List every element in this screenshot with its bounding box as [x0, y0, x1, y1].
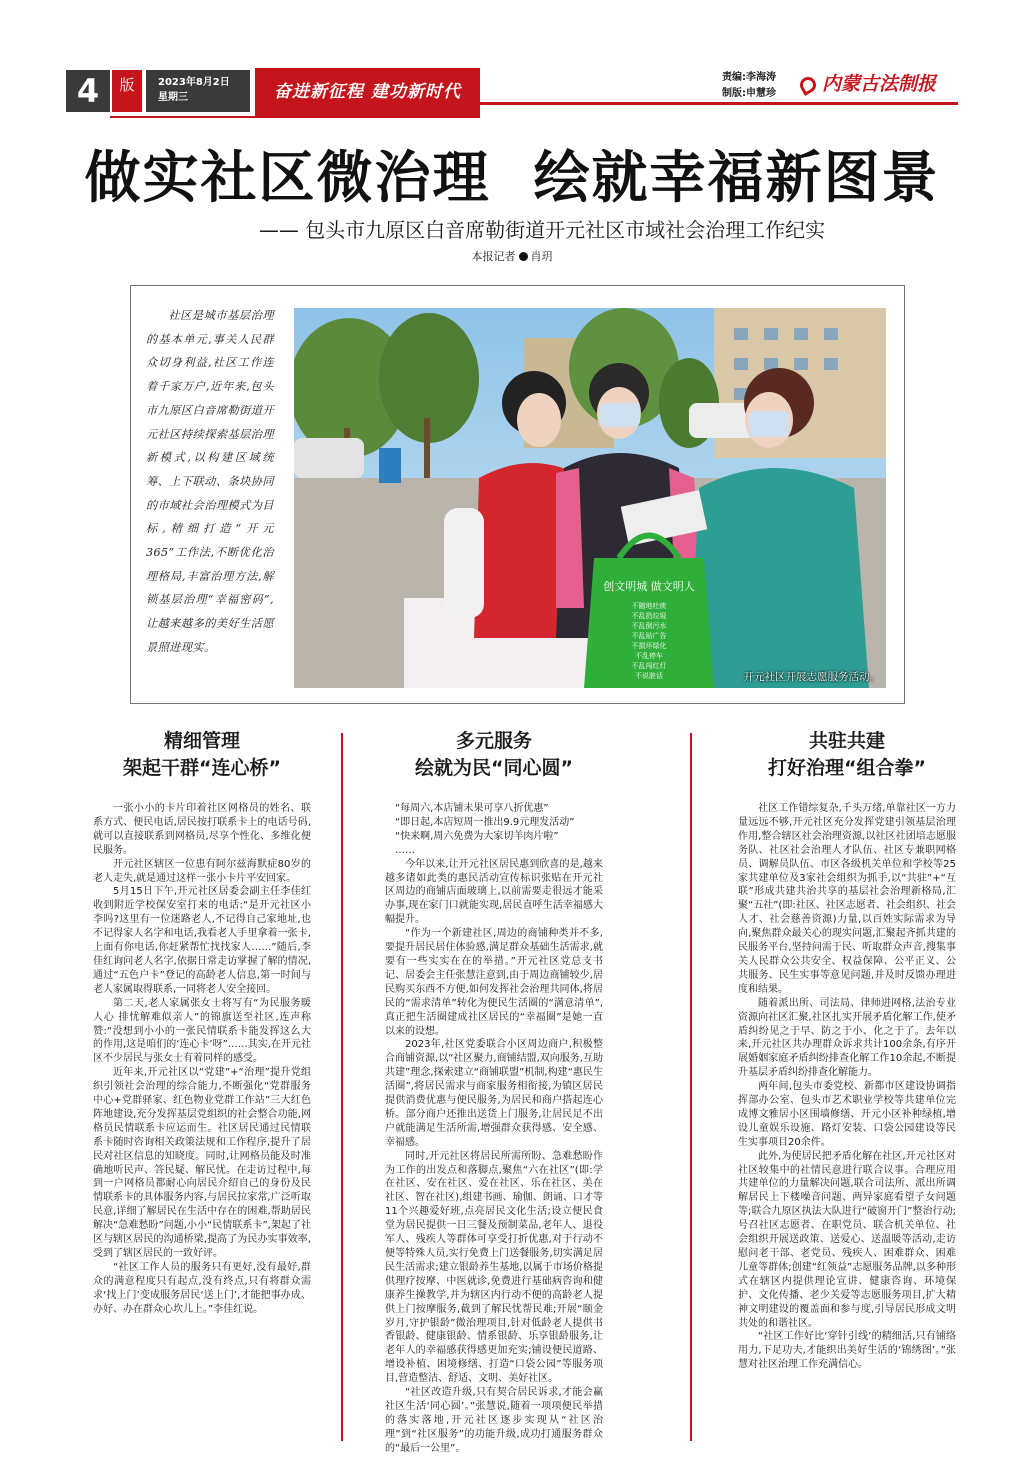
section-body — [385, 802, 603, 1456]
byline-prefix: 本报记者 — [471, 250, 516, 263]
section-title — [385, 728, 603, 782]
bag-slogan: 创文明城 做文明人 — [603, 580, 695, 593]
section-title-line1: 精细管理 — [163, 730, 240, 752]
quote-line: “快来啊,周六免费为大家切羊肉片啦” — [395, 830, 559, 842]
body-paragraph: 随着派出所、司法局、律师进网格,法治专业资源向社区汇聚,社区扎实开展矛盾化解工作,使矛盾纠纷见之于早、防之于小、化之于了。去年以来,开元社区共办理群众诉求共计100余条,有序开展婚姻家庭矛盾纠纷排查化解工作10余起,不断提升基层矛盾纠纷排查化解能力。 — [738, 997, 956, 1079]
column-divider — [690, 733, 692, 1441]
issue-date: 2023年8月2日 — [158, 77, 230, 88]
newspaper-name: 内蒙古法制报 — [822, 73, 937, 95]
logo-mark-icon — [797, 74, 819, 96]
photo-caption: 开元社区开展志愿服务活动。 — [743, 671, 880, 683]
section-title — [93, 728, 311, 782]
section-body — [93, 802, 311, 1317]
body-paragraph: “社区改造升级,只有契合居民诉求,才能会赢社区生活‘同心圆’。”张慧说,随着一项项便民举措的落实落地,开元社区逐步实现从“社区治理”到“社区服务”的功能升级,成功打通服务群众的“最后一公里”。 — [385, 1387, 603, 1454]
section-body — [738, 802, 956, 1372]
body-paragraph: 近年来,开元社区以“党建”+“治理”提升党组织引领社会治理的综合能力,不断强化“党群服务中心+党群驿家、红色物业党群工作站”三大红色阵地建设,充分发挥基层党组织的社会整合功能,网格员民情联系卡应运而生。社区居民通过民情联系卡随时咨询相关政策法规和工作程序,提升了居民对社区信息的知晓度。同时,让网格员能及时准确地听民声、答民疑、解民忧。在走访过程中,每到一户网格员都耐心向居民介绍自己的身份及民情联系卡的具体服务内容,与居民拉家常,广泛听取民意,详细了解居民在生活中存在的困难,帮助居民解决“急难愁盼”问题,小小“民情联系卡”,架起了社区与辖区居民的沟通桥梁,提高了为民办实事效率,受到了辖区居民的一致好评。 — [93, 1067, 311, 1259]
quote-line: “每周六,本店铺未果可享八折优惠” — [395, 803, 549, 814]
editor-credits — [722, 70, 776, 102]
bag-line: 不说脏话 — [635, 672, 663, 680]
body-paragraph: 两年间,包头市委党校、新都市区建设协调指挥部办公室、包头市艺术职业学校等共建单位完成博文雅居小区围墙修缮、开元小区补种绿植,增设儿童娱乐设施、路灯安装、口袋公园建设等民生实事项目20余件。 — [738, 1081, 956, 1148]
body-paragraph: 5月15日下午,开元社区居委会副主任李佳红收到附近学校保安室打来的电话:“是开元社区小李吗?这里有一位迷路老人,不记得自己家地址,也不记得家人名字和电话,我看老人手里拿着一张卡,上面有你电话,你赶紧帮忙找找家人……”随后,李佳红询问老人名字,依据日常走访掌握了解的情况,通过“五色户卡”登记的高龄老人信息,第一时间与老人家属取得联系,一同将老人安全接回。 — [93, 886, 311, 995]
section-title-line1: 多元服务 — [455, 730, 532, 752]
section-title — [738, 728, 956, 782]
section-column-3 — [738, 728, 956, 1372]
byline-dot-icon — [519, 252, 528, 261]
section-column-1 — [93, 728, 311, 1317]
section-title-line2: 绘就为民“同心圆” — [415, 757, 573, 779]
byline-name: 肖玥 — [530, 250, 553, 263]
section-title-line2: 打好治理“组合拳” — [768, 757, 926, 779]
editor-name: 责编:李海涛 — [722, 72, 776, 83]
page-suffix: 版 — [112, 70, 142, 112]
newspaper-logo — [800, 70, 960, 98]
body-paragraph: “社区工作人员的服务只有更好,没有最好,群众的满意程度只有起点,没有终点,只有将群众需求‘找上门’变成服务居民‘送上门’,才能把事办成、办好、办在群众心坎儿上。”李佳红说。 — [93, 1261, 311, 1315]
body-paragraph: 今年以来,让开元社区居民惠到欣喜的是,越来越多诸如此类的惠民活动宣传标识张贴在开元社区周边的商铺店面玻璃上,以前需要走很远才能采办事,现在家门口就能实现,居民直呼生活幸福感大幅提升。 — [385, 858, 603, 926]
issue-date-block — [146, 70, 250, 112]
news-photo — [294, 308, 886, 688]
header-rule-left — [110, 116, 480, 118]
bag-line: 不损坏绿化 — [631, 642, 667, 650]
section-slogan: 奋进新征程 建功新时代 — [255, 68, 480, 116]
intro-text — [146, 304, 274, 660]
body-paragraph: 开元社区辖区一位患有阿尔兹海默症80岁的老人走失,就是通过这样一张小卡片平安回家。 — [93, 858, 311, 884]
article-headline: 做实社区微治理 绘就幸福新图景 — [84, 145, 940, 211]
bag-line: 不乱贴广告 — [631, 632, 667, 640]
body-paragraph: 同时,开元社区将居民所需所盼、急难愁盼作为工作的出发点和落脚点,聚焦“六在社区”(即:学在社区、安在社区、爱在社区、乐在社区、美在社区、智在社区),组建书画、瑜伽、朗诵、口才等11个兴趣爱好班,点亮居民文化生活;设立便民食堂为居民提供一日三餐及预制菜品,老年人、退役军人、残疾人等群体可享受打折优惠,对于行动不便等特殊人员,实行免费上门送餐服务,切实满足居民生活需求;建立银龄养生基地,以属于市场价格提供理疗按摩、中医就诊,免费进行基础病咨询和健康养生操教学,并为辖区内行动不便的高龄老人提供上门按摩服务,截到了解民忧帮民难;开展“颐金岁月,守护银龄”微治理项目,针对低龄老人提供书香银龄、健康银龄、情系银龄、乐享银龄服务,让老年人的幸福感获得感更加充实;铺设便民道路、增设补植、困境修缮、打造“口袋公园”等服务项目,营造整洁、舒适、文明、美好社区。 — [385, 1150, 603, 1385]
bag-line: 不乱扔垃圾 — [631, 612, 667, 620]
body-paragraph: 社区工作错综复杂,千头万绪,单靠社区一方力量远远不够,开元社区充分发挥党建引领基层治理作用,整合辖区社会治理资源,以社区社团培志愿服务队、社区社会治理人才队伍、社区专兼职网格员、调解员队伍、市区各级机关单位和学校等25家共建单位及3家社会组织为抓手,以“共驻”+“互联”形成共建共治共享的基层社会治理新格局,汇聚“五社”(即:社区、社区志愿者、社会组织、社会人才、社会慈善资源)力量,以百姓实际需求为导向,聚焦群众最关心的现实问题,汇聚起齐抓共建的民服务平台,坚持问需于民、听取群众声音,搜集事关人民群众公共安全、权益保障、公平正义、公共服务、民生实事等意见问题,并及时反馈办理进度和结果。 — [738, 803, 956, 995]
page-number: 4 — [66, 70, 110, 112]
bag-line: 不乱闯红灯 — [631, 662, 667, 670]
bag-line: 不乱停车 — [635, 652, 663, 660]
issue-weekday: 星期三 — [158, 92, 188, 103]
body-paragraph: 2023年,社区党委联合小区周边商户,积极整合商铺资源,以“社区聚力,商铺结盟,双向服务,互助共建”理念,探索建立“商铺联盟”机制,构建“惠民生活圈”,将居民需求与商家服务相衔接,为镇区居民提供消费优惠与便民服务,为居民和商户搭起连心桥。部分商户还推出送货上门服务,让居民足不出户就能满足生活所需,增强群众获得感、安全感、幸福感。 — [385, 1039, 603, 1148]
body-paragraph: “作为一个新建社区,周边的商铺种类并不多,要提升居民居住体验感,满足群众基础生活需求,就要有一些实实在在的举措。”开元社区党总支书记、居委会主任张慧注意到,由于周边商铺较少,居民购买东西不方便,如何发挥社会治理共同体,将居民的“需求清单”转化为便民生活圈的“满意清单”,真正把生活圈建成社区居民的“幸福圈”是她一直以来的设想。 — [385, 928, 603, 1037]
body-paragraph: “社区工作好比‘穿针引线’的精细活,只有铺络用力,下足功夫,才能织出美好生活的‘锦绣图’。”张慧对社区治理工作充满信心。 — [738, 1331, 956, 1371]
article-subheadline: —— 包头市九原区白音席勒街道开元社区市域社会治理工作纪实 — [258, 218, 826, 242]
bag-line: 不乱倒污水 — [631, 622, 667, 630]
photo-illustration — [294, 308, 886, 688]
body-paragraph: 第二天,老人家属张女士将写有“为民服务暖人心 排忧解难似亲人”的锦旗送至社区,连声称赞:“没想到小小的一张民情联系卡能发挥这么大的作用,这是咱们的‘连心卡’呀”……其实,在开元社区不少居民与张女士有着同样的感受。 — [93, 997, 311, 1065]
bag-line: 不随地吐痰 — [631, 602, 667, 610]
section-column-2 — [385, 728, 603, 1456]
section-title-line2: 架起干群“连心桥” — [123, 757, 281, 779]
byline — [0, 248, 1024, 266]
quote-line: “即日起,本店短周一推出9.9元理发活动” — [395, 816, 575, 828]
header-rule — [480, 102, 958, 105]
quote-line: …… — [395, 844, 415, 856]
intro-paragraph: 社区是城市基层治理的基本单元,事关人民群众切身利益,社区工作连着千家万户,近年来,包头市九原区白音席勒街道开元社区持续探索基层治理新模式,以构建区域统筹、上下联动、条块协同的市域社会治理模式为目标,精细打造“开元365”工作法,不断优化治理格局,丰富治理方法,解锁基层治理“幸福密码”,让越来越多的美好生活愿景照进现实。 — [146, 309, 274, 654]
body-paragraph: 一张小小的卡片印着社区网格员的姓名、联系方式、便民电话,居民按打联系卡上的电话号码,就可以直接联系到网格员,尽享个性化、多维化便民服务。 — [93, 803, 311, 856]
producer-name: 制版:申慧珍 — [722, 88, 776, 99]
column-divider — [341, 733, 343, 1441]
section-title-line1: 共驻共建 — [808, 730, 885, 752]
body-paragraph: 此外,为使居民把矛盾化解在社区,开元社区对社区较集中的社情民意进行联合议事。合理应用共建单位的力量解决问题,联合司法所、派出所调解居民上下楼噪音问题、两异家庭看望子女问题等;联合九原区执法大队进行“破窗开门”整治行动;号召社区志愿者、在职党员、联合机关单位、社会组织开展送政策、送爱心、送温暖等活动,走访慰问老干部、老党员、残疾人、困难群众、困难儿童等群体;创建“红领益”志愿服务品牌,以多种形式在辖区内提供理论宣讲、健康咨询、环境保护、文化传播、老少关爱等志愿服务项目,扩大精神文明建设的覆盖面和参与度,引导居民形成文明共处的和谐社区。 — [738, 1150, 956, 1329]
